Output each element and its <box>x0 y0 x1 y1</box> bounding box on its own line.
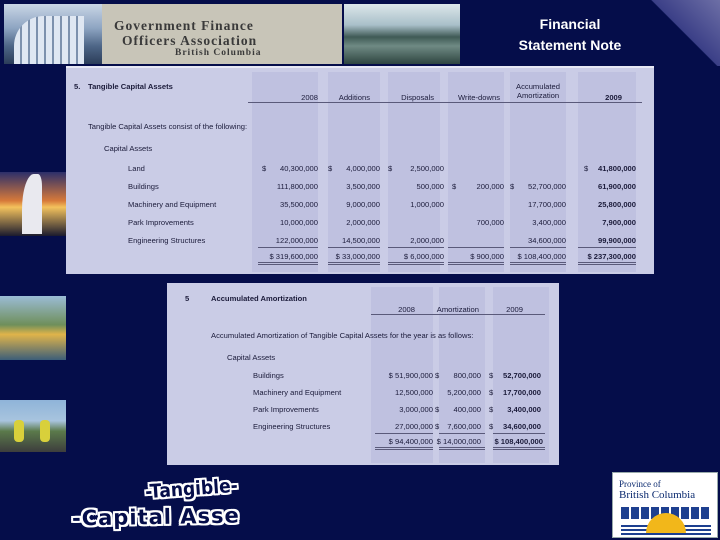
dollar-sign: $ <box>489 388 494 397</box>
dollar-sign: $ <box>262 164 267 173</box>
note-number: 5. <box>74 82 81 91</box>
total-2008: $ 319,600,000 <box>269 252 318 261</box>
cell-2008: 12,500,000 <box>394 388 433 397</box>
bc-government-logo <box>612 472 718 538</box>
sunset-sculpture-photo <box>0 172 66 236</box>
slide-title-line1: Financial <box>539 16 601 32</box>
row-label: Land <box>128 164 145 173</box>
dollar-sign: $ <box>489 422 494 431</box>
cell-2009: 34,600,000 <box>502 422 541 431</box>
tangible-capital-assets-table <box>66 66 654 274</box>
org-name-line1: Government Finance <box>114 18 254 33</box>
table-heading: Tangible Capital Assets <box>88 82 173 91</box>
col-header-2008: 2008 <box>301 93 318 102</box>
logo-line2: British Columbia <box>619 489 696 501</box>
corner-decoration <box>650 0 720 66</box>
org-name-line2: Officers Association <box>122 33 258 48</box>
cell-2009: 3,400,000 <box>507 405 541 414</box>
row-label: Machinery and Equipment <box>128 200 217 209</box>
row-label: Engineering Structures <box>128 236 206 245</box>
cell-additions: 14,500,000 <box>341 236 380 245</box>
cell-2009: 99,900,000 <box>597 236 636 245</box>
row-label: Buildings <box>128 182 159 191</box>
gfoa-logo <box>102 4 342 64</box>
dollar-sign: $ <box>435 371 440 380</box>
col-header-additions: Additions <box>338 93 370 102</box>
cell-2009: 7,900,000 <box>602 218 636 227</box>
wordart-title-line2: -Capital Asse <box>71 503 240 531</box>
cell-2008: 27,000,000 <box>394 422 433 431</box>
group-label: Capital Assets <box>104 144 153 153</box>
cell-2009: 17,700,000 <box>502 388 541 397</box>
cell-writedowns: 200,000 <box>476 182 504 191</box>
total-2009: $ 108,400,000 <box>494 437 543 446</box>
row-label: Buildings <box>253 371 284 380</box>
slide-title <box>490 14 650 56</box>
dollar-sign: $ <box>452 182 457 191</box>
cell-amortization: 400,000 <box>453 405 481 414</box>
row-label: Engineering Structures <box>253 422 331 431</box>
cell-disposals: 2,500,000 <box>410 164 444 173</box>
group-label: Capital Assets <box>227 353 276 362</box>
dollar-sign: $ <box>435 422 440 431</box>
cell-2008: 40,300,000 <box>279 164 318 173</box>
cell-writedowns: 700,000 <box>476 218 504 227</box>
cell-2008: 35,500,000 <box>279 200 318 209</box>
dollar-sign: $ <box>388 164 393 173</box>
table-heading: Accumulated Amortization <box>211 294 307 303</box>
col-header-accum-amort: Accumulated Amortization <box>516 82 560 100</box>
cell-2008: $ 51,900,000 <box>388 371 433 380</box>
col-header-amortization: Amortization <box>436 305 479 314</box>
row-label: Park Improvements <box>128 218 194 227</box>
bc-flag-icon <box>621 507 711 535</box>
table-intro: Tangible Capital Assets consist of the following: <box>88 122 248 131</box>
lake-photo <box>344 4 460 64</box>
dollar-sign: $ <box>489 405 494 414</box>
dollar-sign: $ <box>584 164 589 173</box>
org-name-line3: British Columbia <box>175 48 262 58</box>
cell-additions: 4,000,000 <box>346 164 380 173</box>
col-header-2008: 2008 <box>398 305 415 314</box>
cell-2009: 41,800,000 <box>597 164 636 173</box>
wordart-title-line1: -Tangible- <box>144 474 239 504</box>
cell-2008: 10,000,000 <box>279 218 318 227</box>
town-photo <box>0 296 66 360</box>
total-accum-amort: $ 108,400,000 <box>517 252 566 261</box>
total-additions: $ 33,000,000 <box>335 252 380 261</box>
dollar-sign: $ <box>328 164 333 173</box>
cell-disposals: 2,000,000 <box>410 236 444 245</box>
accumulated-amortization-table <box>167 283 559 465</box>
cell-2008: 122,000,000 <box>275 236 318 245</box>
dollar-sign: $ <box>435 405 440 414</box>
col-header-disposals: Disposals <box>401 93 434 102</box>
cell-amortization: 800,000 <box>453 371 481 380</box>
row-label: Machinery and Equipment <box>253 388 342 397</box>
note-number: 5 <box>185 294 190 303</box>
dollar-sign: $ <box>510 182 515 191</box>
table-intro: Accumulated Amortization of Tangible Capital Assets for the year is as follows: <box>211 331 474 340</box>
cell-accum-amort: 34,600,000 <box>527 236 566 245</box>
cell-additions: 3,500,000 <box>346 182 380 191</box>
slide-title-line2: Statement Note <box>518 37 622 53</box>
cell-accum-amort: 3,400,000 <box>532 218 566 227</box>
cyclists-photo <box>0 400 66 452</box>
cell-2008: 111,800,000 <box>276 182 318 191</box>
total-2008: $ 94,400,000 <box>388 437 433 446</box>
cell-2009: 52,700,000 <box>502 371 541 380</box>
cell-accum-amort: 52,700,000 <box>527 182 566 191</box>
total-disposals: $ 6,000,000 <box>403 252 444 261</box>
cell-2009: 25,800,000 <box>597 200 636 209</box>
building-photo <box>4 4 102 64</box>
col-header-2009: 2009 <box>605 93 622 102</box>
logo-line1: Province of <box>619 479 661 489</box>
cell-amortization: 5,200,000 <box>447 388 481 397</box>
cell-additions: 2,000,000 <box>346 218 380 227</box>
cell-2008: 3,000,000 <box>399 405 433 414</box>
cell-accum-amort: 17,700,000 <box>527 200 566 209</box>
header-banner <box>0 0 720 66</box>
row-label: Park Improvements <box>253 405 319 414</box>
total-writedowns: $ 900,000 <box>470 252 504 261</box>
cell-2009: 61,900,000 <box>597 182 636 191</box>
col-header-2009: 2009 <box>506 305 523 314</box>
col-header-writedowns: Write-downs <box>457 93 500 102</box>
dollar-sign: $ <box>489 371 494 380</box>
total-amortization: $ 14,000,000 <box>436 437 481 446</box>
cell-additions: 9,000,000 <box>346 200 380 209</box>
total-2009: $ 237,300,000 <box>587 252 636 261</box>
cell-disposals: 500,000 <box>416 182 444 191</box>
cell-amortization: 7,600,000 <box>447 422 481 431</box>
cell-disposals: 1,000,000 <box>410 200 444 209</box>
